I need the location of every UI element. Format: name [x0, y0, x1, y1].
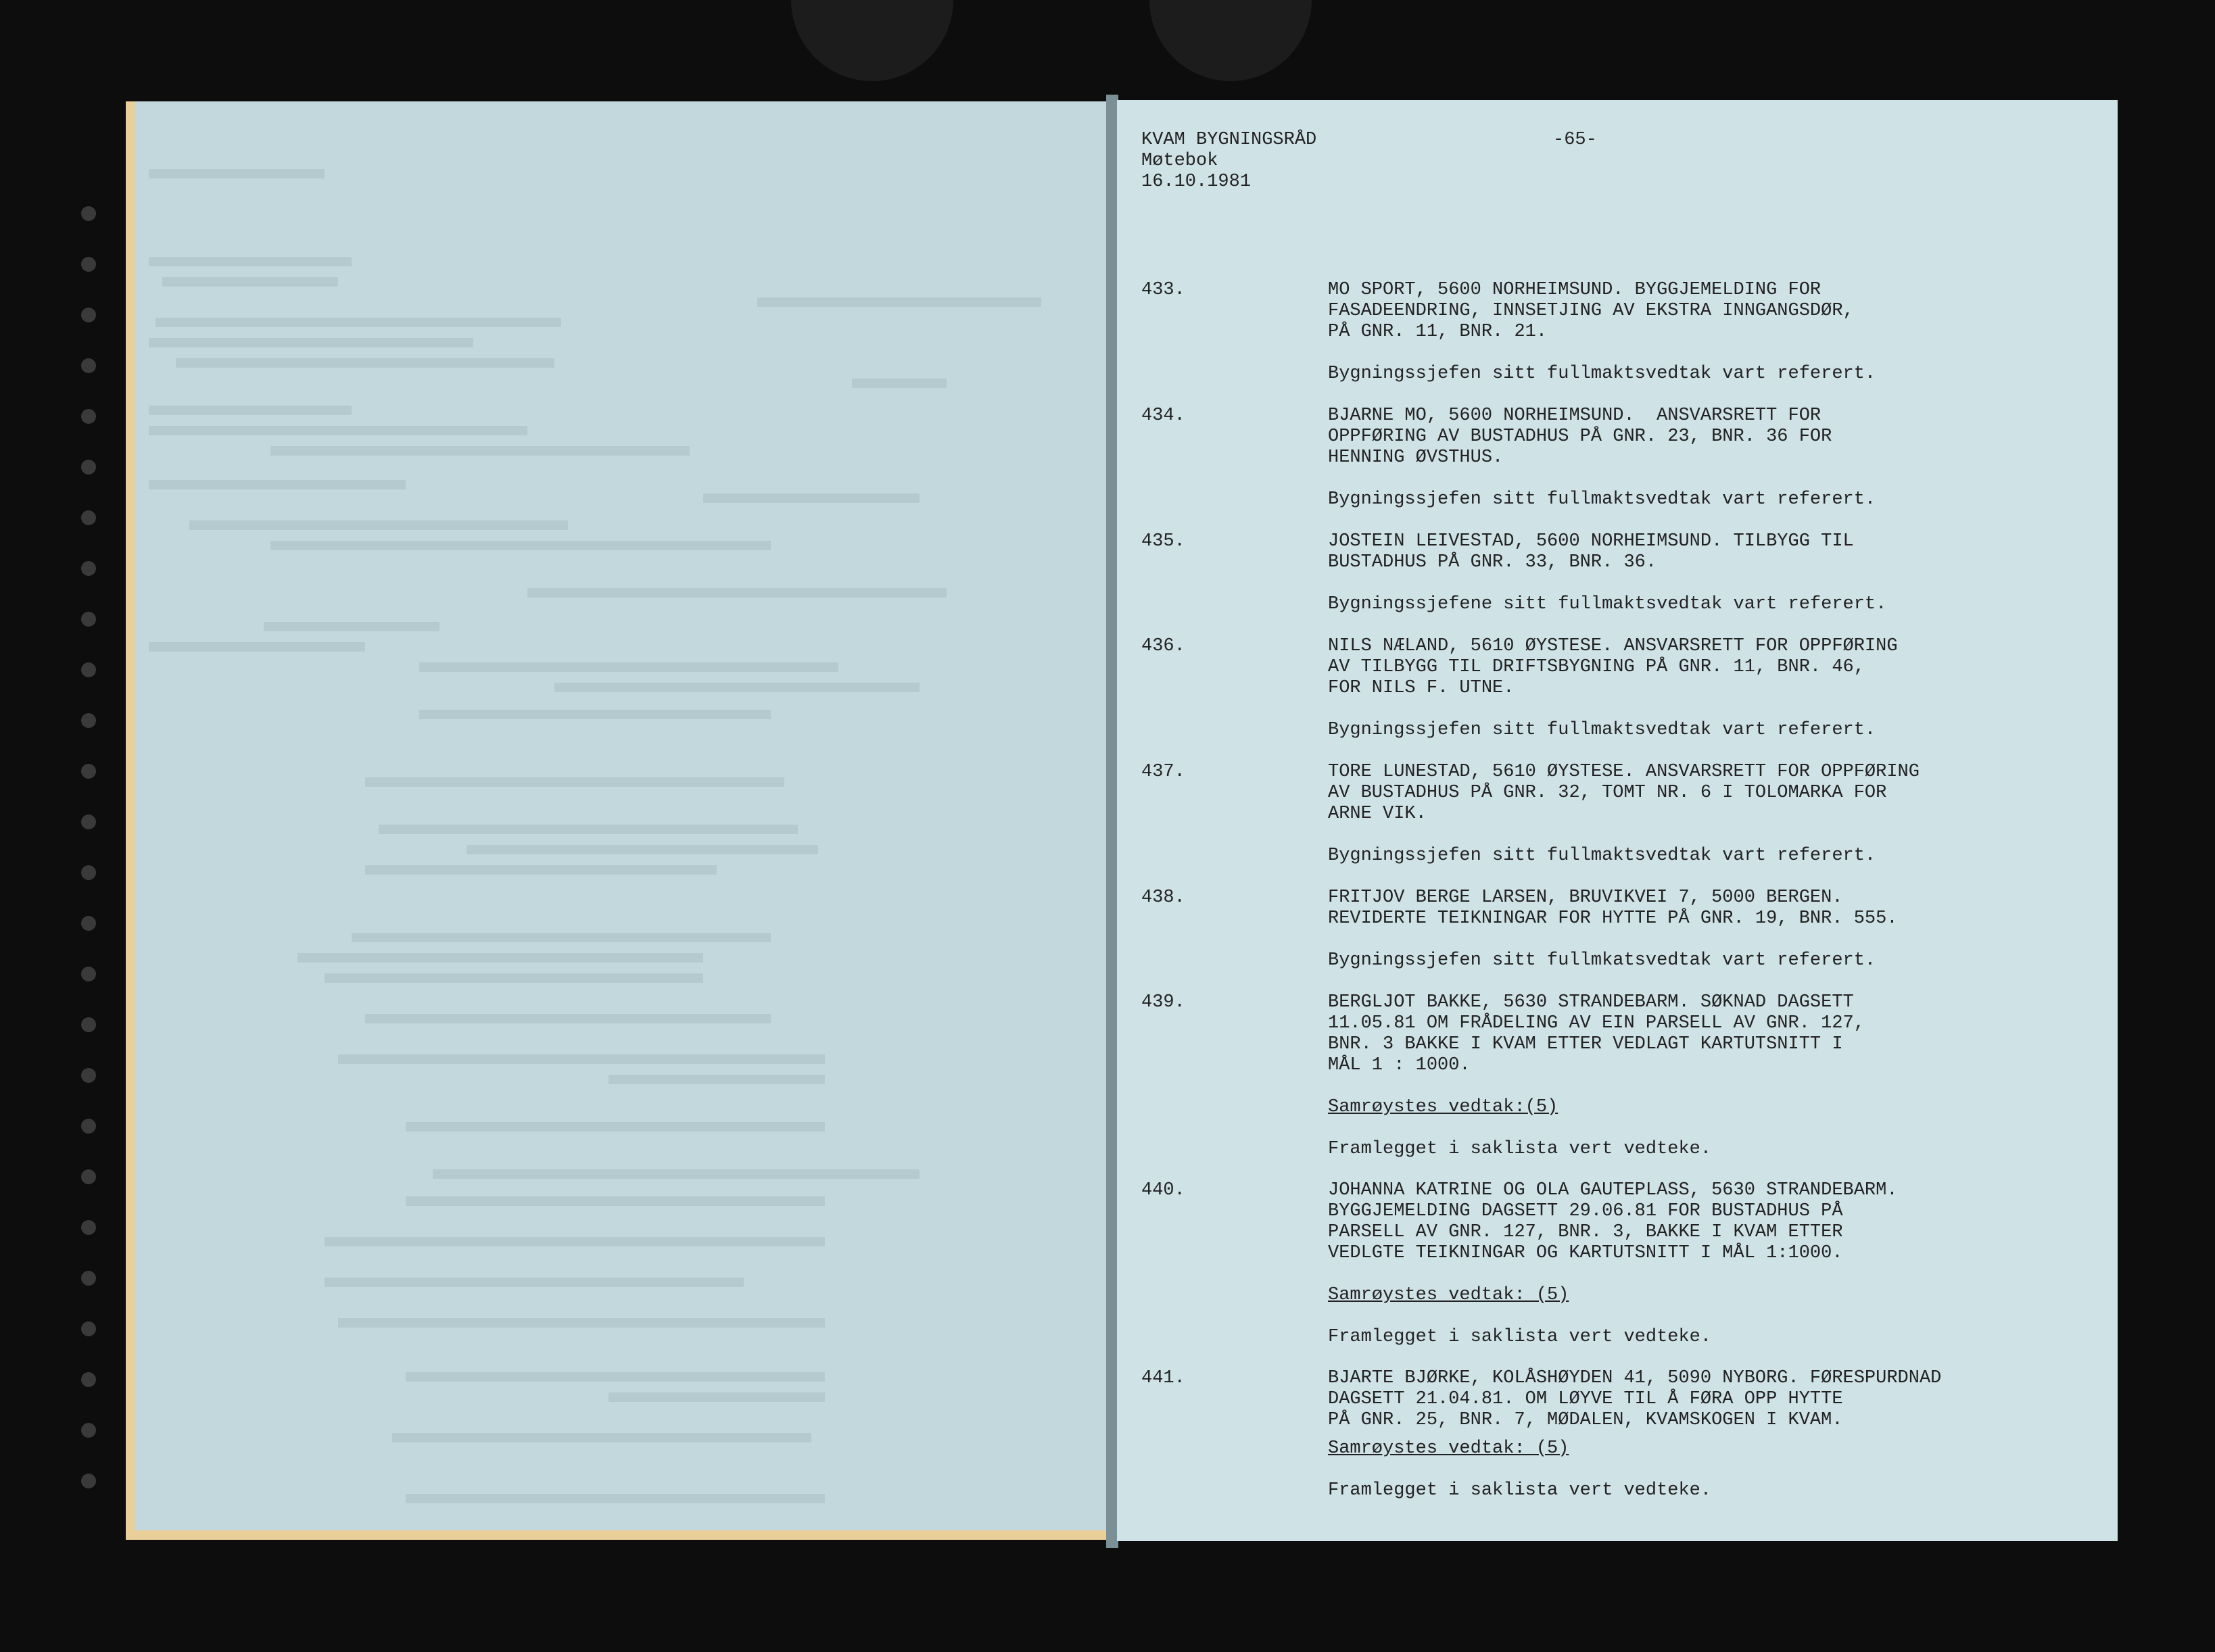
case-number: 440. [1141, 1180, 1185, 1200]
case-number: 436. [1141, 636, 1185, 656]
bleed-through-line [365, 865, 717, 875]
case-number: 441. [1141, 1368, 1185, 1388]
scanner-clamp-right [1149, 0, 1312, 81]
case-note: Bygningssjefen sitt fullmaktsvedtak vart referert. [1328, 846, 1876, 866]
case-text: JOHANNA KATRINE OG OLA GAUTEPLASS, 5630 STRANDEBARM. BYGGJEMELDING DAGSETT 29.06.81 FOR BUSTADHUS PÅ PARSELL AV GNR. 127, BNR. 3, BAKKE I KVAM ETTER VEDLGTE TEIKNINGAR OG KARTUTSNITT I MÅL 1:1000. [1328, 1180, 1898, 1263]
bleed-through-line [852, 379, 947, 388]
case-note: Framlegget i saklista vert vedteke. [1328, 1480, 1712, 1501]
bleed-through-line [338, 1054, 825, 1064]
bleed-through-line [406, 1196, 825, 1206]
header-date: 16.10.1981 [1141, 172, 1252, 192]
bleed-through-line [325, 973, 703, 983]
bleed-through-line [325, 1237, 825, 1246]
case-text: FRITJOV BERGE LARSEN, BRUVIKVEI 7, 5000 BERGEN. REVIDERTE TEIKNINGAR FOR HYTTE PÅ GNR. 19, BNR. 555. [1328, 888, 1898, 929]
case-note: Framlegget i saklista vert vedteke. [1328, 1139, 1712, 1159]
bleed-through-line [609, 1392, 825, 1402]
bleed-through-line [419, 662, 838, 672]
bleed-through-line [757, 297, 1041, 307]
bleed-through-line [156, 318, 561, 327]
bleed-through-line [270, 541, 771, 550]
bleed-through-line [338, 1318, 825, 1328]
document-header [1141, 130, 1316, 193]
case-text: JOSTEIN LEIVESTAD, 5600 NORHEIMSUND. TILBYGG TIL BUSTADHUS PÅ GNR. 33, BNR. 36. [1328, 531, 1854, 573]
case-number: 437. [1141, 762, 1185, 782]
left-page [126, 101, 1113, 1540]
right-page [1117, 100, 2118, 1541]
bleed-through-line [162, 277, 338, 287]
case-text: MO SPORT, 5600 NORHEIMSUND. BYGGJEMELDING FOR FASADEENDRING, INNSETJING AV EKSTRA INNGANGSDØR, PÅ GNR. 11, BNR. 21. [1328, 280, 1854, 342]
bleed-through-line [149, 169, 325, 178]
bleed-through-line [176, 358, 554, 368]
bleed-through-line [149, 406, 352, 415]
bleed-through-line [703, 493, 920, 503]
bleed-through-line [149, 257, 352, 266]
bleed-through-line [149, 480, 406, 489]
bleed-through-line [325, 1278, 744, 1287]
case-text: BERGLJOT BAKKE, 5630 STRANDEBARM. SØKNAD DAGSETT 11.05.81 OM FRÅDELING AV EIN PARSELL AV GNR. 127, BNR. 3 BAKKE I KVAM ETTER VEDLAGT KARTUTSNITT I MÅL 1 : 1000. [1328, 992, 1865, 1075]
bleed-through-line [392, 1433, 811, 1442]
bleed-through-line [352, 933, 771, 942]
case-number: 439. [1141, 992, 1185, 1013]
case-number: 438. [1141, 888, 1185, 908]
bleed-through-text [135, 101, 1113, 1530]
bleed-through-line [189, 520, 568, 530]
case-note: Bygningssjefene sitt fullmaktsvedtak vart referert. [1328, 594, 1887, 614]
header-subtitle: Møtebok [1141, 151, 1218, 171]
case-note: Bygningssjefen sitt fullmaktsvedtak vart referert. [1328, 720, 1876, 740]
case-number: 435. [1141, 531, 1185, 552]
bleed-through-line [433, 1169, 920, 1179]
bleed-through-line [379, 825, 798, 834]
case-note: Framlegget i saklista vert vedteke. [1328, 1327, 1712, 1347]
page-number: -65- [1553, 130, 1597, 150]
bleed-through-line [406, 1372, 825, 1382]
decision-heading: Samrøystes vedtak: (5) [1328, 1285, 1569, 1305]
case-text: BJARNE MO, 5600 NORHEIMSUND. ANSVARSRETT FOR OPPFØRING AV BUSTADHUS PÅ GNR. 23, BNR. 36 FOR HENNING ØVSTHUS. [1328, 406, 1832, 468]
bleed-through-line [149, 642, 365, 652]
decision-heading: Samrøystes vedtak:(5) [1328, 1097, 1558, 1117]
bleed-through-line [297, 953, 703, 963]
header-title: KVAM BYGNINGSRÅD [1141, 130, 1317, 150]
case-note: Bygningssjefen sitt fullmkatsvedtak vart referert. [1328, 950, 1876, 971]
bleed-through-line [419, 710, 771, 719]
case-note: Bygningssjefen sitt fullmaktsvedtak vart referert. [1328, 489, 1876, 510]
bleed-through-line [467, 845, 818, 854]
bleed-through-line [365, 1014, 771, 1023]
bleed-through-line [406, 1494, 825, 1503]
bleed-through-line [365, 777, 784, 787]
case-text: BJARTE BJØRKE, KOLÅSHØYDEN 41, 5090 NYBORG. FØRESPURDNAD DAGSETT 21.04.81. OM LØYVE TIL Å FØRA OPP HYTTE PÅ GNR. 25, BNR. 7, MØDALEN, KVAMSKOGEN I KVAM. [1328, 1368, 1942, 1430]
bleed-through-line [609, 1075, 825, 1084]
case-note: Bygningssjefen sitt fullmaktsvedtak vart referert. [1328, 364, 1876, 384]
case-number: 433. [1141, 280, 1185, 300]
case-text: TORE LUNESTAD, 5610 ØYSTESE. ANSVARSRETT FOR OPPFØRING AV BUSTADHUS PÅ GNR. 32, TOMT NR. 6 I TOLOMARKA FOR ARNE VIK. [1328, 762, 1920, 824]
scanner-clamp-left [791, 0, 953, 81]
bleed-through-line [270, 446, 690, 456]
bleed-through-line [149, 426, 527, 435]
case-text: NILS NÆLAND, 5610 ØYSTESE. ANSVARSRETT FOR OPPFØRING AV TILBYGG TIL DRIFTSBYGNING PÅ GNR. 11, BNR. 46, FOR NILS F. UTNE. [1328, 636, 1898, 698]
bleed-through-line [406, 1122, 825, 1132]
decision-heading: Samrøystes vedtak: (5) [1328, 1438, 1569, 1459]
case-number: 434. [1141, 406, 1185, 426]
bleed-through-line [527, 588, 947, 598]
bleed-through-line [264, 622, 439, 631]
bleed-through-line [554, 683, 920, 692]
bleed-through-line [149, 338, 473, 347]
